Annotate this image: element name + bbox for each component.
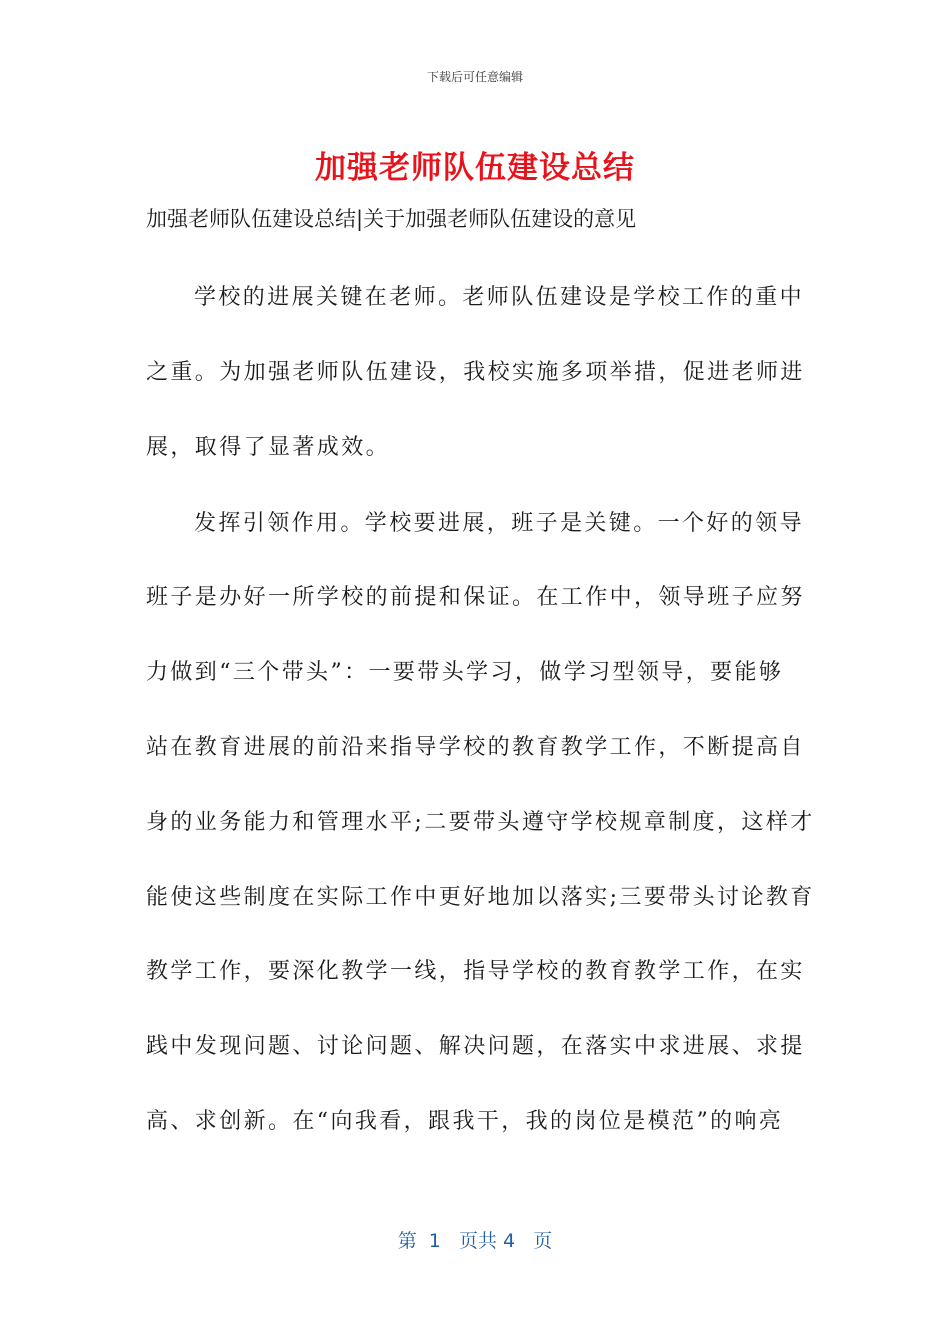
paragraph-2-line-3: 力做到“三个带头”：一要带头学习，做学习型领导，要能够	[146, 660, 784, 685]
paragraph-1-line-2: 之重。为加强老师队伍建设，我校实施多项举措，促进老师进	[146, 360, 805, 385]
paragraph-2-line-8: 践中发现问题、讨论问题、解决问题，在落实中求进展、求提	[146, 1034, 805, 1059]
paragraph-2-line-4: 站在教育进展的前沿来指导学校的教育教学工作，不断提高自	[146, 735, 805, 760]
paragraph-2-line-5: 身的业务能力和管理水平;二要带头遵守学校规章制度，这样才	[146, 810, 815, 835]
paragraph-2-line-9: 高、求创新。在“向我看，跟我干，我的岗位是模范”的响亮	[146, 1109, 784, 1134]
paragraph-2-line-6: 能使这些制度在实际工作中更好地加以落实;三要带头讨论教育	[146, 885, 815, 910]
paragraph-1-line-3: 展，取得了显著成效。	[146, 435, 391, 460]
paragraph-2-line-1: 发挥引领作用。学校要进展，班子是关键。一个好的领导	[194, 511, 805, 536]
document-subtitle: 加强老师队伍建设总结|关于加强老师队伍建设的意见	[146, 207, 637, 231]
paragraph-2-line-7: 教学工作，要深化教学一线，指导学校的教育教学工作，在实	[146, 959, 805, 984]
page-number-footer: 第 1 页共 4 页	[397, 1230, 553, 1252]
header-note: 下载后可任意编辑	[426, 70, 523, 84]
paragraph-1-line-1: 学校的进展关键在老师。老师队伍建设是学校工作的重中	[194, 285, 805, 310]
document-title: 加强老师队伍建设总结	[315, 150, 635, 186]
paragraph-2-line-2: 班子是办好一所学校的前提和保证。在工作中，领导班子应努	[146, 585, 805, 610]
